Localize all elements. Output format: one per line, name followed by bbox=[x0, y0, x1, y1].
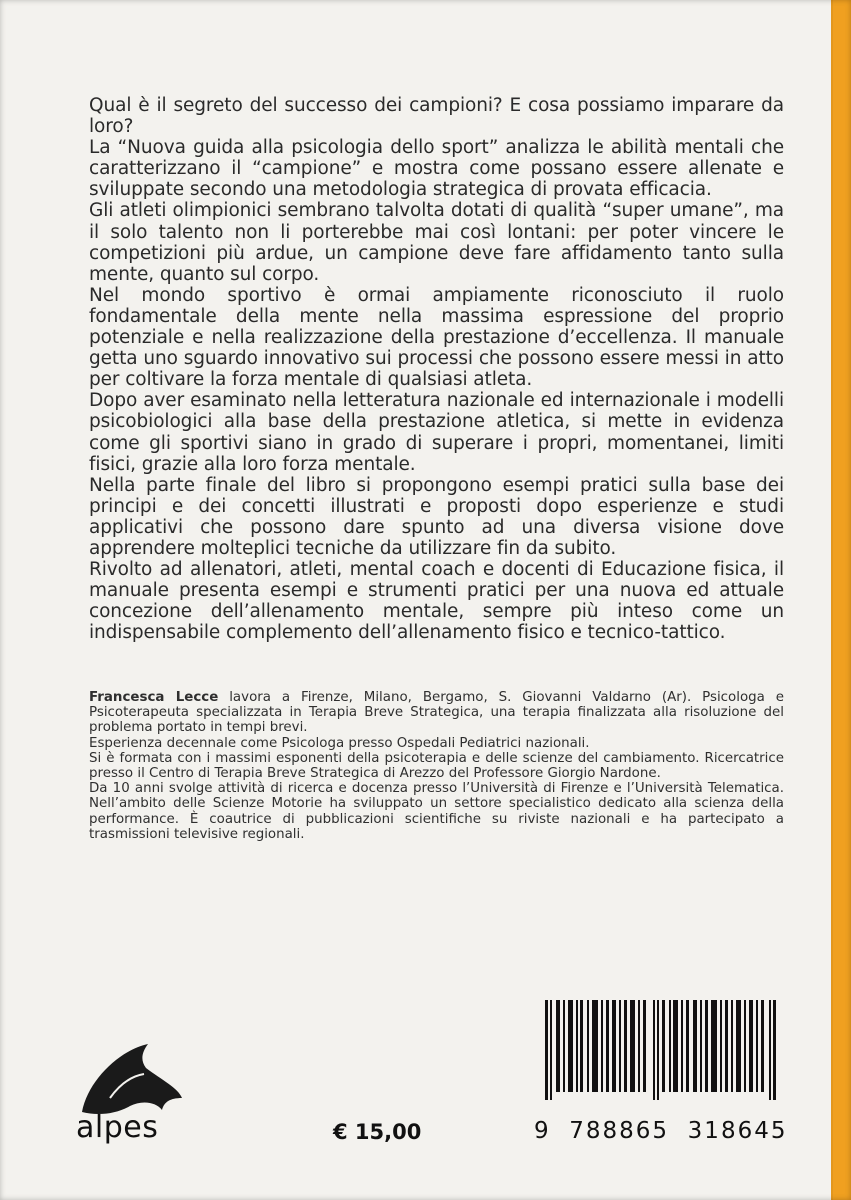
publisher-name: alpes bbox=[76, 1110, 159, 1145]
book-description bbox=[89, 95, 784, 643]
barcode-icon bbox=[545, 1000, 776, 1100]
author-bio bbox=[89, 690, 784, 842]
description-paragraph: Nella parte finale del libro si propongono esempi pratici sulla base dei principi e dei concetti illustrati e proposti dopo esperienze e studi applicativi che possono dare spunto ad una diversa visione dove apprendere molteplici tecniche da utilizzare fin da subito. bbox=[89, 474, 784, 559]
price-label: € 15,00 bbox=[333, 1120, 422, 1144]
isbn-number: 9 788865 318645 bbox=[534, 1118, 788, 1144]
description-paragraph: Nel mondo sportivo è ormai ampiamente riconosciuto il ruolo fondamentale della mente nella massima espressione del proprio potenziale e nella realizzazione della prestazione d’eccellenza. Il manuale getta uno sguardo innovativo sui processi che possono essere messi in atto per coltivare la forza mentale di qualsiasi atleta. bbox=[89, 284, 784, 391]
author-bio-paragraph: Esperienza decennale come Psicologa presso Ospedali Pediatrici nazionali. bbox=[89, 735, 590, 751]
author-bio-paragraph bbox=[89, 690, 784, 736]
description-paragraph: Gli atleti olimpionici sembrano talvolta dotati di qualità “super umane”, ma il solo talento non li porterebbe mai così lontani: per poter vincere le competizioni più ardue, un campione deve fare affidamento tanto sulla mente, quanto sul corpo. bbox=[89, 200, 784, 285]
spine-color-stripe bbox=[831, 0, 851, 1200]
description-paragraph: Qual è il segreto del successo dei campioni? E cosa possiamo imparare da loro? bbox=[89, 95, 784, 138]
author-bio-paragraph: Si è formata con i massimi esponenti della psicoterapia e delle scienze del cambiamento. Ricercatrice presso il Centro di Terapia Breve Strategica di Arezzo del Professore Giorgio Nardone. bbox=[89, 750, 784, 782]
description-paragraph: Dopo aver esaminato nella letteratura nazionale ed internazionale i modelli psicobiologici alla base della prestazione atletica, si mette in evidenza come gli sportivi siano in grado di superare i propri, momentanei, limiti fisici, grazie alla loro forza mentale. bbox=[89, 390, 784, 475]
author-bio-text: lavora a Firenze, Milano, Bergamo, S. Giovanni Valdarno (Ar). Psicologa e Psicoterapeuta specializzata in Terapia Breve Strategica, una terapia finalizzata alla risoluzione del problema portato in tempi brevi. bbox=[89, 690, 784, 736]
author-bio-paragraph: Da 10 anni svolge attività di ricerca e docenza presso l’Università di Firenze e l’Università Telematica. Nell’ambito delle Scienze Motorie ha sviluppato un settore specialistico dedicato alla scienza della performance. È coautrice di pubblicazioni scientifiche su riviste nazionali e ha partecipato a trasmissioni televisive regionali. bbox=[89, 781, 784, 842]
description-paragraph: La “Nuova guida alla psicologia dello sport” analizza le abilità mentali che caratterizzano il “campione” e mostra come possano essere allenate e sviluppate secondo una metodologia strategica di provata efficacia. bbox=[89, 137, 784, 201]
description-paragraph: Rivolto ad allenatori, atleti, mental coach e docenti di Educazione fisica, il manuale presenta esempi e strumenti pratici per una nuova ed attuale concezione dell’allenamento mentale, sempre più inteso come un indispensabile complemento dell’allenamento fisico e tecnico-tattico. bbox=[89, 559, 784, 644]
author-name: Francesca Lecce bbox=[89, 690, 219, 705]
